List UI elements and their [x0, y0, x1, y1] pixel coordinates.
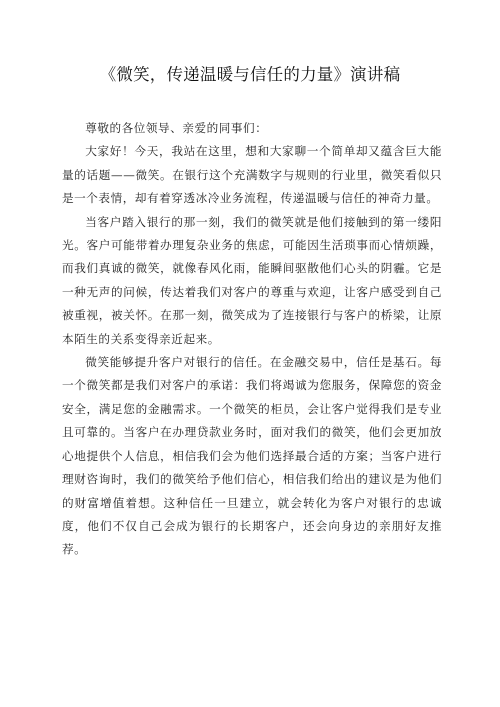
document-title: 《微笑，传递温暖与信任的力量》演讲稿: [99, 65, 401, 84]
salutation: 尊敬的各位领导、亲爱的同事们：: [85, 121, 268, 135]
paragraph-1: 大家好！今天，我站在这里，想和大家聊一个简单却又蕴含巨大能量的话题——微笑。在银行这个充满数字与规则的行业里，微笑看似只是一个表情，却有着穿透冰冷业务流程，传递温暖与信任的神奇力量。: [62, 144, 442, 206]
speech-body: [62, 117, 442, 562]
paragraph-2: 当客户踏入银行的那一刻，我们的微笑就是他们接触到的第一缕阳光。客户可能带着办理复杂业务的焦虑，可能因生活琐事而心情烦躁，而我们真诚的微笑，就像春风化雨，能瞬间驱散他们心头的阴霾。它是一种无声的问候，传达着我们对客户的尊重与欢迎，让客户感受到自己被重视，被关怀。在那一刻，微笑成为了连接银行与客户的桥梁，让原本陌生的关系变得亲近起来。: [62, 214, 442, 346]
paragraph-3: 微笑能够提升客户对银行的信任。在金融交易中，信任是基石。每一个微笑都是我们对客户的承诺：我们将竭诚为您服务，保障您的资金安全，满足您的金融需求。一个微笑的柜员，会让客户觉得我们是专业且可靠的。当客户在办理贷款业务时，面对我们的微笑，他们会更加放心地提供个人信息，相信我们会为他们选择最合适的方案；当客户进行理财咨询时，我们的微笑给予他们信心，相信我们给出的建议是为他们的财富增值着想。这种信任一旦建立，就会转化为客户对银行的忠诚度，他们不仅自己会成为银行的长期客户，还会向身边的亲朋好友推荐。: [62, 355, 442, 557]
